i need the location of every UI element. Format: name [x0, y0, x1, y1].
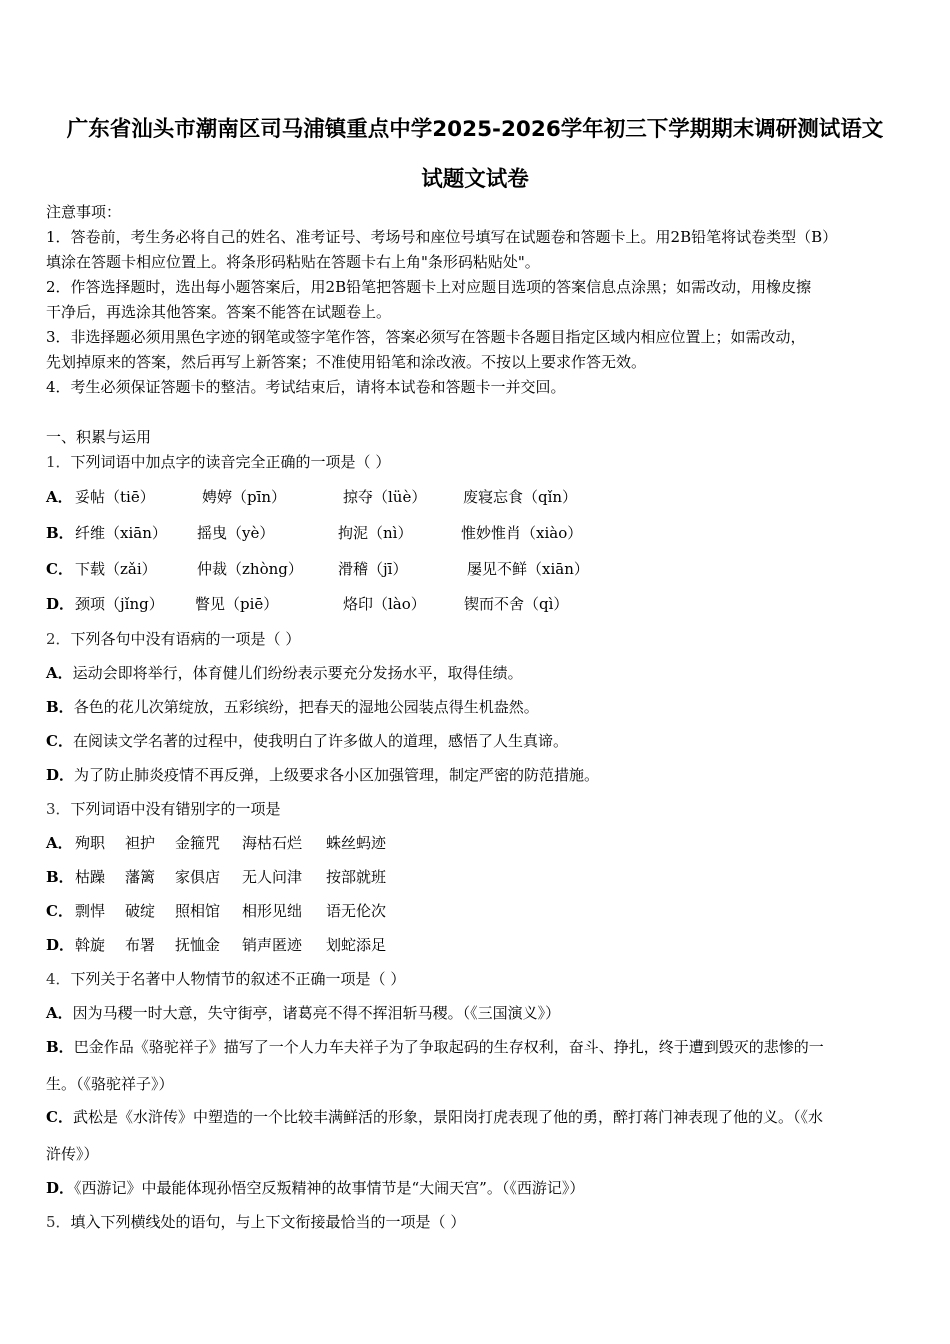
option-text: 巴金作品《骆驼祥子》描写了一个人力车夫祥子为了争取起码的生存权利，奋斗、挣扎，终于遭到毁灭的悲惨的一	[73, 1038, 824, 1056]
option-label: A．	[46, 834, 73, 852]
option-item: 抚恤金	[175, 936, 221, 954]
option-item: 语无伦次	[326, 902, 387, 920]
option-text: 武松是《水浒传》中塑造的一个比较丰满鲜活的形象，景阳岗打虎表现了他的勇，醉打蒋门神表现了他的义。（《水	[72, 1108, 823, 1126]
option-item: 家俱店	[175, 868, 221, 886]
notice-heading: 注意事项：	[46, 203, 122, 221]
option-label: D．	[46, 595, 75, 613]
option-item: 滑稽（jī）	[338, 560, 408, 578]
option-text: 因为马稷一时大意，失守街亭，诸葛亮不得不挥泪斩马稷。（《三国演义》）	[72, 1004, 561, 1022]
option-item: 斡旋	[75, 936, 106, 954]
option-item: 破绽	[125, 902, 156, 920]
q4-option-c-continued: 浒传》）	[46, 1145, 99, 1163]
option-item: 废寝忘食（qǐn）	[463, 488, 578, 506]
option-item: 枯躁	[75, 868, 106, 886]
option-item: 屡见不鲜（xiān）	[467, 560, 589, 578]
question-number: 2．	[46, 630, 71, 648]
option-item: 按部就班	[326, 868, 387, 886]
question-number: 5．	[46, 1213, 71, 1231]
question-stem: 下列关于名著中人物情节的叙述不正确一项是（ ）	[70, 970, 406, 988]
option-item: 袒护	[125, 834, 156, 852]
option-item: 妥帖（tiē）	[75, 488, 155, 506]
option-text: 各色的花儿次第绽放，五彩缤纷，把春天的湿地公园装点得生机盎然。	[73, 698, 539, 716]
question-stem: 下列词语中加点字的读音完全正确的一项是（ ）	[70, 453, 391, 471]
option-item: 划蛇添足	[326, 936, 387, 954]
option-label: B．	[46, 1038, 74, 1056]
option-label: B．	[46, 698, 74, 716]
question-1	[46, 452, 390, 472]
question-stem: 下列各句中没有语病的一项是（ ）	[70, 630, 301, 648]
q4-option-b	[46, 1037, 824, 1057]
option-label: A．	[46, 488, 73, 506]
question-4	[46, 969, 405, 989]
q4-option-a	[46, 1003, 560, 1023]
option-item: 藩篱	[125, 868, 156, 886]
notice-line: 填涂在答题卡相应位置上。将条形码粘贴在答题卡右上角"条形码粘贴处"。	[46, 253, 540, 271]
option-item: 惟妙惟肖（xiào）	[461, 524, 583, 542]
option-item: 下载（zǎi）	[75, 560, 157, 578]
option-label: D．	[46, 766, 75, 784]
option-item: 拘泥（nì）	[338, 524, 413, 542]
option-item: 销声匿迹	[242, 936, 303, 954]
option-item: 娉婷（pīn）	[202, 488, 287, 506]
q2-option-c	[46, 731, 568, 751]
question-2	[46, 629, 300, 649]
option-item: 蛛丝蚂迹	[326, 834, 387, 852]
option-item: 无人问津	[242, 868, 303, 886]
notice-line: 2．作答选择题时，选出每小题答案后，用2B铅笔把答题卡上对应题目选项的答案信息点涂黑；如需改动，用橡皮擦	[46, 278, 812, 296]
section-heading: 一、积累与运用	[46, 428, 152, 446]
q2-option-d	[46, 765, 599, 785]
notice-line: 4．考生必须保证答题卡的整洁。考试结束后，请将本试卷和答题卡一并交回。	[46, 378, 566, 396]
notice-line: 1．答卷前，考生务必将自己的姓名、准考证号、考场号和座位号填写在试题卷和答题卡上。用2B铅笔将试卷类型（B）	[46, 228, 838, 246]
option-label: C．	[46, 732, 73, 750]
option-item: 锲而不舍（qì）	[464, 595, 569, 613]
question-number: 1．	[46, 453, 71, 471]
notice-line: 先划掉原来的答案，然后再写上新答案；不准使用铅笔和涂改液。不按以上要求作答无效。	[46, 353, 647, 371]
q4-option-c	[46, 1107, 823, 1127]
option-text: 运动会即将举行，体育健儿们纷纷表示要充分发扬水平，取得佳绩。	[72, 664, 523, 682]
option-text: 《西游记》中最能体现孙悟空反叛精神的故事情节是“大闹天宫”。（《西游记》）	[74, 1179, 585, 1197]
option-item: 颈项（jǐng）	[75, 595, 164, 613]
document-title-line2: 试题文试卷	[421, 167, 529, 192]
option-label: C．	[46, 560, 73, 578]
option-label: A．	[46, 1004, 73, 1022]
question-3	[46, 799, 281, 819]
notice-line: 3．非选择题必须用黑色字迹的钢笔或签字笔作答，答案必须写在答题卡各题目指定区域内相应位置上；如需改动，	[46, 328, 806, 346]
question-number: 4．	[46, 970, 71, 988]
option-label: D．	[46, 1179, 75, 1197]
q2-option-a	[46, 663, 523, 683]
q4-option-b-continued: 生。（《骆驼祥子》）	[46, 1075, 174, 1093]
option-item: 纤维（xiān）	[75, 524, 167, 542]
option-item: 布署	[125, 936, 156, 954]
notice-line: 干净后，再选涂其他答案。答案不能答在试题卷上。	[46, 303, 392, 321]
option-text: 在阅读文学名著的过程中，使我明白了许多做人的道理，感悟了人生真谛。	[72, 732, 568, 750]
document-title-line1: 广东省汕头市潮南区司马浦镇重点中学2025-2026学年初三下学期期末调研测试语文	[66, 117, 884, 142]
option-item: 相形见绌	[242, 902, 303, 920]
option-item: 烙印（lào）	[343, 595, 426, 613]
question-number: 3．	[46, 800, 71, 818]
option-item: 金箍咒	[175, 834, 221, 852]
q2-option-b	[46, 697, 539, 717]
question-stem: 下列词语中没有错别字的一项是	[70, 800, 281, 818]
option-item: 海枯石烂	[242, 834, 303, 852]
option-item: 摇曳（yè）	[197, 524, 275, 542]
option-label: A．	[46, 664, 73, 682]
option-label: C．	[46, 902, 73, 920]
option-item: 剽悍	[75, 902, 106, 920]
option-text: 为了防止肺炎疫情不再反弹，上级要求各小区加强管理，制定严密的防范措施。	[74, 766, 600, 784]
option-item: 掠夺（lüè）	[343, 488, 427, 506]
option-item: 仲裁（zhòng）	[197, 560, 303, 578]
question-5	[46, 1212, 465, 1232]
option-label: B．	[46, 868, 74, 886]
option-item: 殉职	[75, 834, 106, 852]
option-label: B．	[46, 524, 74, 542]
option-label: C．	[46, 1108, 73, 1126]
question-stem: 填入下列横线处的语句，与上下文衔接最恰当的一项是（ ）	[70, 1213, 466, 1231]
option-item: 瞥见（piē）	[195, 595, 279, 613]
q4-option-d	[46, 1178, 584, 1198]
option-label: D．	[46, 936, 75, 954]
option-item: 照相馆	[175, 902, 221, 920]
